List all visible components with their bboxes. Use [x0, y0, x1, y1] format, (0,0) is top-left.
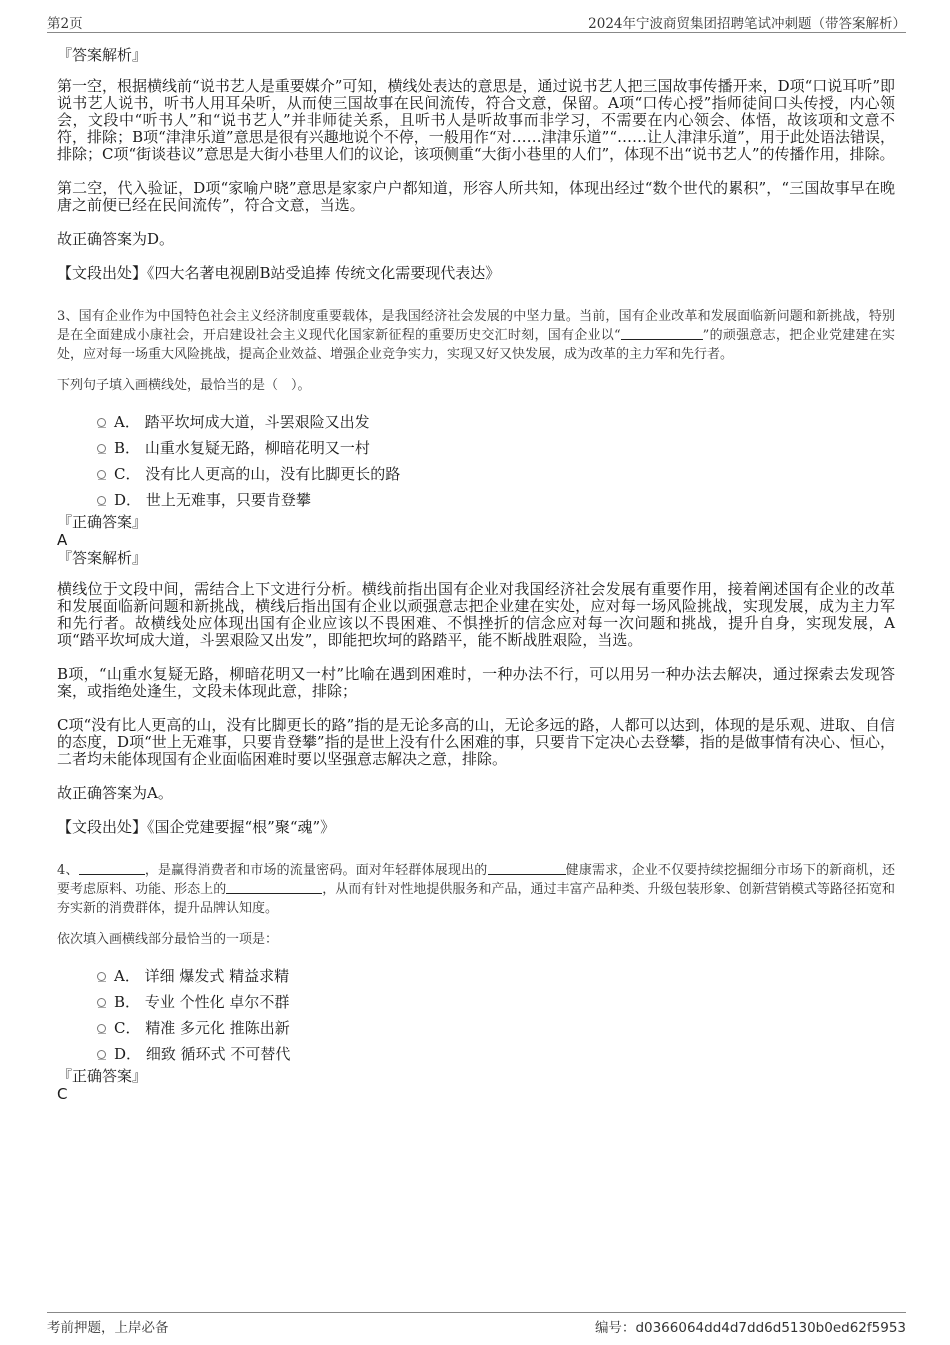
- option-letter: B．: [114, 993, 141, 1011]
- q4-answer: C: [57, 1085, 68, 1103]
- q4-option-c[interactable]: [57, 1015, 895, 1041]
- page-content: [57, 46, 895, 1103]
- q3-stem-part-2: ”的顽强意志，把企业党建建在实处，应对每一场重大风险挑战，提高企业效益、增强企业竞争实力，实现又好又快发展，成为改革的主力军和先行者。: [57, 328, 895, 362]
- q2-analysis-label: 『答案解析』: [57, 46, 148, 64]
- option-text: 详细 爆发式 精益求精: [144, 967, 290, 985]
- q3-stem: [57, 307, 895, 364]
- document-code-label: 编号：: [594, 1320, 636, 1336]
- option-letter: B．: [114, 439, 141, 457]
- radio-icon[interactable]: [97, 972, 106, 981]
- q3-option-b[interactable]: [57, 435, 895, 461]
- q3-analysis-paragraph-1: 横线位于文段中间，需结合上下文进行分析。横线前指出国有企业对我国经济社会发展有重要作用，接着阐述国有企业的改革和发展面临新问题和新挑战，横线后指出国有企业以顽强意志把企业建在实处，应对每一场风险挑战，实现发展，成为主力军和先行者。故横线处应体现出国有企业应该以不畏困难、不惧挫折的信念应对每一次问题和挑战，提升自身，实现发展，A项“踏平坎坷成大道，斗罢艰险又出发”，即能把坎坷的路踏平，能不断战胜艰险，当选。: [57, 580, 895, 649]
- q4-stem-part-2: 健康需求，企业不仅要持续挖掘细分市场下的新商机，还要考虑原料、功能、形态上的: [57, 863, 895, 897]
- q3-options: [57, 409, 895, 513]
- option-letter: C．: [114, 465, 141, 483]
- q3-option-a[interactable]: [57, 409, 895, 435]
- q2-conclusion: 故正确答案为D。: [57, 230, 175, 248]
- q3-option-c[interactable]: [57, 461, 895, 487]
- q4-stem-part-1: ，是赢得消费者和市场的流量密码。面对年轻群体展现出的: [144, 863, 488, 878]
- q3-option-d[interactable]: [57, 487, 895, 513]
- document-title: 2024年宁波商贸集团招聘笔试冲刺题（带答案解析）: [588, 16, 906, 32]
- q4-blank-3: [226, 880, 322, 894]
- q3-blank: [621, 326, 703, 340]
- page-header: [47, 12, 906, 33]
- q4-blank-2: [488, 861, 566, 875]
- q4-options: [57, 963, 895, 1067]
- option-letter: C．: [114, 1019, 141, 1037]
- option-text: 山重水复疑无路，柳暗花明又一村: [144, 439, 370, 457]
- q4-option-b[interactable]: [57, 989, 895, 1015]
- option-text: 专业 个性化 卓尔不群: [144, 993, 290, 1011]
- q4-stem: [57, 861, 895, 918]
- q3-source: 【文段出处】《国企党建要握“根”聚“魂”》: [57, 818, 336, 836]
- radio-icon[interactable]: [97, 418, 106, 427]
- option-text: 世上无难事，只要肯登攀: [145, 491, 311, 509]
- q3-analysis-paragraph-2: B项，“山重水复疑无路，柳暗花明又一村”比喻在遇到困难时，一种办法不行，可以用另一种办法去解决，通过探索去发现答案，或指绝处逢生，文段未体现此意，排除；: [57, 665, 895, 700]
- option-text: 精准 多元化 推陈出新: [145, 1019, 290, 1037]
- option-text: 细致 循环式 不可替代: [145, 1045, 291, 1063]
- q4-blank-1: [79, 861, 145, 875]
- option-letter: A．: [114, 967, 140, 985]
- document-code-value: d0366064dd4d7dd6d5130b0ed62f5953: [635, 1320, 906, 1336]
- option-letter: A．: [114, 413, 140, 431]
- radio-icon[interactable]: [97, 1024, 106, 1033]
- page-footer: [47, 1312, 906, 1335]
- radio-icon[interactable]: [97, 444, 106, 453]
- q3-answer: A: [57, 531, 68, 549]
- q3-conclusion: 故正确答案为A。: [57, 784, 173, 802]
- footer-slogan: 考前押题，上岸必备: [47, 1320, 169, 1336]
- radio-icon[interactable]: [97, 1050, 106, 1059]
- option-text: 踏平坎坷成大道，斗罢艰险又出发: [144, 413, 370, 431]
- q3-answer-label: 『正确答案』: [57, 513, 148, 531]
- document-code: [595, 1316, 906, 1336]
- q4-answer-label: 『正确答案』: [57, 1067, 148, 1085]
- q4-option-a[interactable]: [57, 963, 895, 989]
- q3-stem-part-1: 国有企业作为中国特色社会主义经济制度重要载体，是我国经济社会发展的中坚力量。当前，国有企业改革和发展面临新问题和新挑战，特别是在全面建成小康社会，开启建设社会主义现代化国家新征程的重要历史交汇时刻，国有企业以“: [57, 309, 895, 343]
- q2-analysis-paragraph-1: 第一空，根据横线前“说书艺人是重要媒介”可知，横线处表达的意思是，通过说书艺人把三国故事传播开来，D项“口说耳听”即说书艺人说书，听书人用耳朵听，从而使三国故事在民间流传，符合文意，保留。A项“口传心授”指师徒间口头传授，内心领会，文段中“听书人”和“说书艺人”并非师徒关系，且听书人是听故事而非学习，不需要在内心领会、体悟，故该项和文意不符，排除；B项“津津乐道”意思是很有兴趣地说个不停，一般用作“对……津津乐道”“……让人津津乐道”，用于此处语法错误，排除；C项“街谈巷议”意思是大街小巷里人们的议论，该项侧重“大街小巷里的人们”，体现不出“说书艺人”的传播作用，排除。: [57, 77, 895, 163]
- q3-analysis-paragraph-3: C项“没有比人更高的山，没有比脚更长的路”指的是无论多高的山，无论多远的路，人都可以达到，体现的是乐观、进取、自信的态度，D项“世上无难事，只要肯登攀”指的是世上没有什么困难的事，只要肯下定决心去登攀，指的是做事情有决心、恒心，二者均未能体现国有企业面临困难时要以坚强意志解决之意，排除。: [57, 716, 895, 768]
- radio-icon[interactable]: [97, 998, 106, 1007]
- q3-number: 3、: [57, 309, 79, 324]
- q4-number: 4、: [57, 863, 79, 878]
- radio-icon[interactable]: [97, 470, 106, 479]
- radio-icon[interactable]: [97, 496, 106, 505]
- page-number: 第2页: [47, 16, 83, 32]
- q3-analysis-label: 『答案解析』: [57, 549, 148, 567]
- option-letter: D．: [114, 491, 142, 509]
- q2-analysis-paragraph-2: 第二空，代入验证，D项“家喻户晓”意思是家家户户都知道，形容人所共知，体现出经过“数个世代的累积”，“三国故事早在晚唐之前便已经在民间流传”，符合文意，当选。: [57, 179, 895, 214]
- q2-source: 【文段出处】《四大名著电视剧B站受追捧 传统文化需要现代表达》: [57, 264, 501, 282]
- option-letter: D．: [114, 1045, 142, 1063]
- q4-prompt: 依次填入画横线部分最恰当的一项是：: [57, 932, 279, 947]
- q4-option-d[interactable]: [57, 1041, 895, 1067]
- option-text: 没有比人更高的山，没有比脚更长的路: [145, 465, 401, 483]
- q4-stem-part-3: ，从而有针对性地提供服务和产品，通过丰富产品种类、升级包装形象、创新营销模式等路径拓宽和夯实新的消费群体，提升品牌认知度。: [57, 882, 895, 916]
- q3-prompt: 下列句子填入画横线处，最恰当的是（ ）。: [57, 378, 311, 393]
